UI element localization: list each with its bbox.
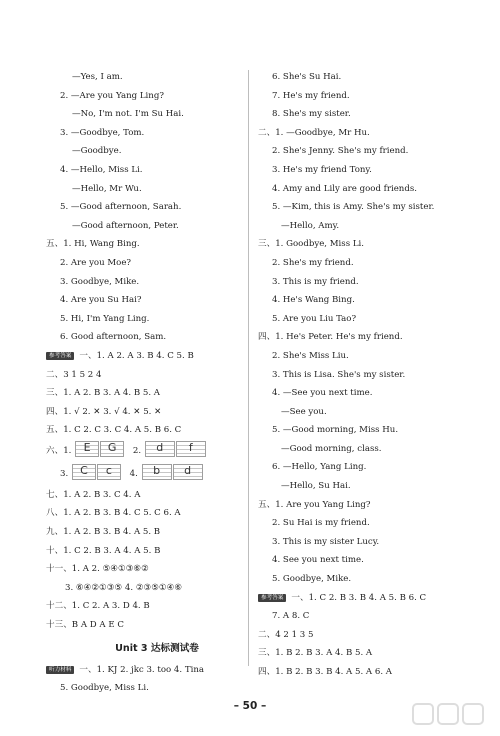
handwriting-row	[46, 463, 244, 486]
text-line: 5. —Good afternoon, Sarah.	[60, 202, 182, 213]
text-line: 2. Are you Moe?	[60, 257, 132, 268]
answer-key-badge: 参考答案	[258, 594, 286, 602]
answer-line: 十二、1. C 2. A 3. D 4. B	[46, 601, 150, 612]
text-line: 3. This is my sister Lucy.	[272, 536, 380, 547]
text-line: 3. —Goodbye, Tom.	[60, 127, 145, 138]
handwriting-row	[46, 440, 244, 463]
section-title: Unit 3 达标测试卷	[115, 642, 199, 654]
text-line: 二、1. —Goodbye, Mr Hu.	[258, 127, 370, 138]
listening-badge: 听力材料	[46, 666, 74, 674]
text-line: 2. She's Jenny. She's my friend.	[272, 146, 409, 157]
answer-line: 五、1. C 2. C 3. C 4. A 5. B 6. C	[46, 425, 182, 436]
answer-line: 九、1. A 2. B 3. B 4. A 5. B	[46, 527, 161, 538]
text-line: 2. She's my friend.	[272, 257, 354, 268]
answer-line: 十三、B A D A E C	[46, 620, 124, 631]
text-line: 2. —Are you Yang Ling?	[60, 90, 164, 101]
handwritten-letter: C	[80, 463, 88, 477]
text-line: —Hello, Mr Wu.	[72, 183, 142, 194]
writing-box	[176, 441, 206, 457]
text-line: 5. —Good morning, Miss Hu.	[272, 425, 399, 436]
text-line: 四、1. He's Peter. He's my friend.	[258, 332, 403, 343]
handwritten-letter: d	[156, 440, 164, 454]
handwritten-letter: c	[105, 463, 112, 477]
text-line: 5. Goodbye, Mike.	[272, 574, 352, 585]
text-line: —Hello, Amy.	[281, 220, 340, 231]
text-line: —Hello, Su Hai.	[281, 481, 351, 492]
text-line: 8. She's my sister.	[272, 109, 351, 120]
answer-line: 十、1. C 2. B 3. A 4. A 5. B	[46, 545, 161, 556]
handwriting-label: 六、1.	[46, 445, 72, 456]
answer-text: 一、1. A 2. A 3. B 4. C 5. B	[79, 350, 194, 361]
text-line: 6. She's Su Hai.	[272, 72, 342, 82]
handwritten-letter: E	[83, 440, 91, 454]
handwritten-letter: d	[184, 463, 192, 477]
handwritten-letter: b	[153, 463, 161, 477]
text-line: 6. —Hello, Yang Ling.	[272, 462, 367, 473]
answer-line: 七、1. A 2. B 3. C 4. A	[46, 489, 141, 500]
answer-line: 7. A 8. C	[272, 611, 310, 622]
text-line: 3. This is Lisa. She's my sister.	[272, 369, 406, 380]
listening-line: 5. Goodbye, Miss Li.	[60, 683, 149, 694]
answer-line: 3. ⑥④②①③⑤ 4. ②③⑤①④⑥	[65, 582, 183, 593]
answer-line: 三、1. B 2. B 3. A 4. B 5. A	[258, 648, 373, 659]
writing-box	[142, 464, 172, 480]
handwritten-letter: G	[107, 440, 117, 454]
handwriting-label: 4.	[129, 468, 138, 479]
text-line: —Good afternoon, Peter.	[72, 220, 179, 231]
page-number: – 50 –	[233, 700, 267, 712]
text-line: 三、1. Goodbye, Miss Li.	[258, 239, 365, 250]
answer-line: 十一、1. A 2. ⑤④①③⑥②	[46, 564, 149, 575]
text-line: 五、1. Are you Yang Ling?	[258, 499, 371, 510]
left-column	[46, 68, 244, 698]
watermark-logo	[412, 702, 486, 728]
right-column	[258, 68, 473, 682]
text-line: 3. This is my friend.	[272, 276, 359, 287]
writing-box	[75, 441, 99, 457]
text-line: 4. Amy and Lily are good friends.	[272, 183, 417, 194]
column-divider	[248, 70, 249, 666]
text-line: —Good morning, class.	[281, 443, 382, 454]
text-line: —No, I'm not. I'm Su Hai.	[72, 109, 184, 120]
text-line: 3. Goodbye, Mike.	[60, 276, 140, 287]
text-line: 7. He's my friend.	[272, 90, 350, 101]
text-line: 6. Good afternoon, Sam.	[60, 332, 167, 343]
text-line: —Goodbye.	[72, 146, 122, 157]
writing-box	[145, 441, 175, 457]
handwriting-label: 2.	[132, 445, 142, 456]
text-line: 4. —See you next time.	[272, 388, 373, 399]
answer-line: 二、4 2 1 3 5	[258, 629, 314, 640]
answer-line	[258, 589, 473, 608]
text-line: 2. Su Hai is my friend.	[272, 518, 370, 529]
text-line: 3. He's my friend Tony.	[272, 164, 372, 175]
answer-line: 二、3 1 5 2 4	[46, 369, 102, 380]
writing-box	[72, 464, 96, 480]
answer-text: 一、1. C 2. B 3. B 4. A 5. B 6. C	[291, 592, 427, 603]
text-line: 4. He's Wang Bing.	[272, 295, 355, 306]
text-line: 2. She's Miss Liu.	[272, 350, 349, 361]
writing-box	[100, 441, 124, 457]
text-line: 五、1. Hi, Wang Bing.	[46, 239, 140, 250]
handwriting-label: 3.	[60, 468, 69, 479]
writing-box	[97, 464, 121, 480]
listening-line	[46, 661, 244, 680]
answer-line: 三、1. A 2. B 3. A 4. B 5. A	[46, 388, 161, 399]
writing-box	[173, 464, 203, 480]
answer-line: 四、1. B 2. B 3. B 4. A 5. A 6. A	[258, 667, 392, 677]
text-line: —Yes, I am.	[72, 72, 123, 82]
answer-line: 四、1. √ 2. ✕ 3. √ 4. ✕ 5. ✕	[46, 406, 162, 417]
text-line: 4. See you next time.	[272, 555, 364, 566]
text-line: 4. —Hello, Miss Li.	[60, 164, 143, 175]
listening-text: 一、1. KJ 2. jkc 3. too 4. Tina	[79, 664, 204, 675]
text-line: 5. —Kim, this is Amy. She's my sister.	[272, 202, 435, 213]
answer-key-badge: 参考答案	[46, 352, 74, 360]
handwritten-letter: f	[188, 440, 193, 454]
text-line: —See you.	[281, 406, 327, 417]
answer-line	[46, 347, 244, 366]
answer-line: 八、1. A 2. B 3. B 4. C 5. C 6. A	[46, 508, 181, 519]
text-line: 5. Are you Liu Tao?	[272, 313, 357, 324]
text-line: 4. Are you Su Hai?	[60, 295, 142, 306]
text-line: 5. Hi, I'm Yang Ling.	[60, 313, 150, 324]
